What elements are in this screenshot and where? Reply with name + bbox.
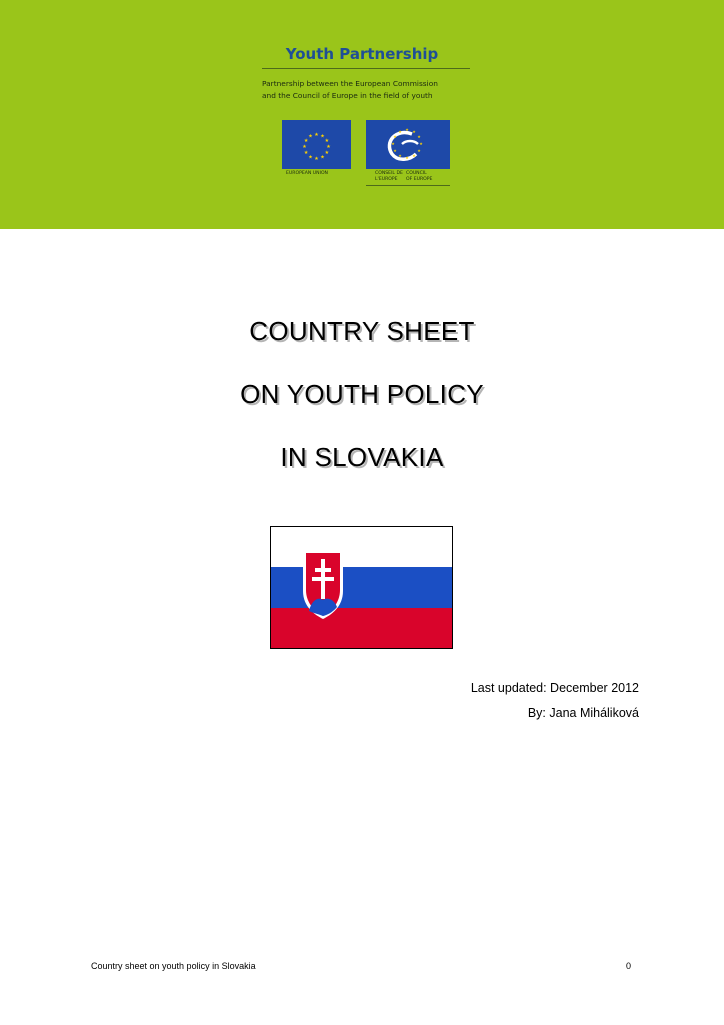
partnership-subtitle [262,78,482,102]
eu-stars-icon [282,120,351,169]
header-divider [262,68,470,69]
svg-text:★: ★ [314,132,319,138]
council-of-europe-icon [366,120,450,169]
coe-logo-caption-fr: CONSEIL DE L'EUROPE [375,171,403,182]
svg-text:★: ★ [308,154,313,161]
svg-text:★: ★ [308,133,313,140]
svg-text:★: ★ [324,138,330,144]
svg-text:★: ★ [398,153,402,158]
svg-text:★: ★ [405,155,409,160]
svg-text:★: ★ [419,141,423,146]
eu-flag-logo [282,120,351,169]
last-updated: Last updated: December 2012 [470,681,639,695]
svg-text:★: ★ [405,127,409,132]
youth-partnership-title: Youth Partnership [285,45,439,63]
svg-text:★: ★ [412,129,416,134]
svg-text:★: ★ [303,138,309,144]
svg-text:★: ★ [393,134,397,139]
header-banner [0,0,724,229]
svg-text:★: ★ [391,141,395,146]
slovakia-flag-icon [271,527,452,648]
council-of-europe-logo [366,120,435,169]
document-title-line-2: ON YOUTH POLICY [240,379,484,409]
svg-text:★: ★ [326,144,331,150]
svg-text:★: ★ [314,156,319,162]
slovakia-flag [270,526,453,649]
svg-text:★: ★ [302,144,307,150]
document-title-line-1: COUNTRY SHEET [249,316,475,346]
svg-text:★: ★ [417,134,421,139]
svg-text:★: ★ [320,154,325,161]
footer-page-number: 0 [626,961,632,971]
author-line: By: Jana Miháliková [527,706,639,720]
svg-text:★: ★ [417,148,421,153]
partnership-subtitle-line: Partnership between the European Commission [262,79,438,88]
svg-text:★: ★ [303,150,309,156]
document-title-line-3: IN SLOVAKIA [280,442,444,472]
svg-text:★: ★ [398,129,402,134]
svg-text:★: ★ [393,148,397,153]
svg-text:★: ★ [412,153,416,158]
svg-text:★: ★ [320,133,325,140]
svg-text:★: ★ [324,150,330,156]
partnership-subtitle-line: and the Council of Europe in the field of youth [262,91,433,100]
coe-logo-underline [366,185,450,186]
footer-document-title: Country sheet on youth policy in Slovakia [91,961,256,971]
coe-logo-caption-en: COUNCIL OF EUROPE [406,171,433,182]
eu-logo-caption: EUROPEAN UNION [286,171,328,176]
